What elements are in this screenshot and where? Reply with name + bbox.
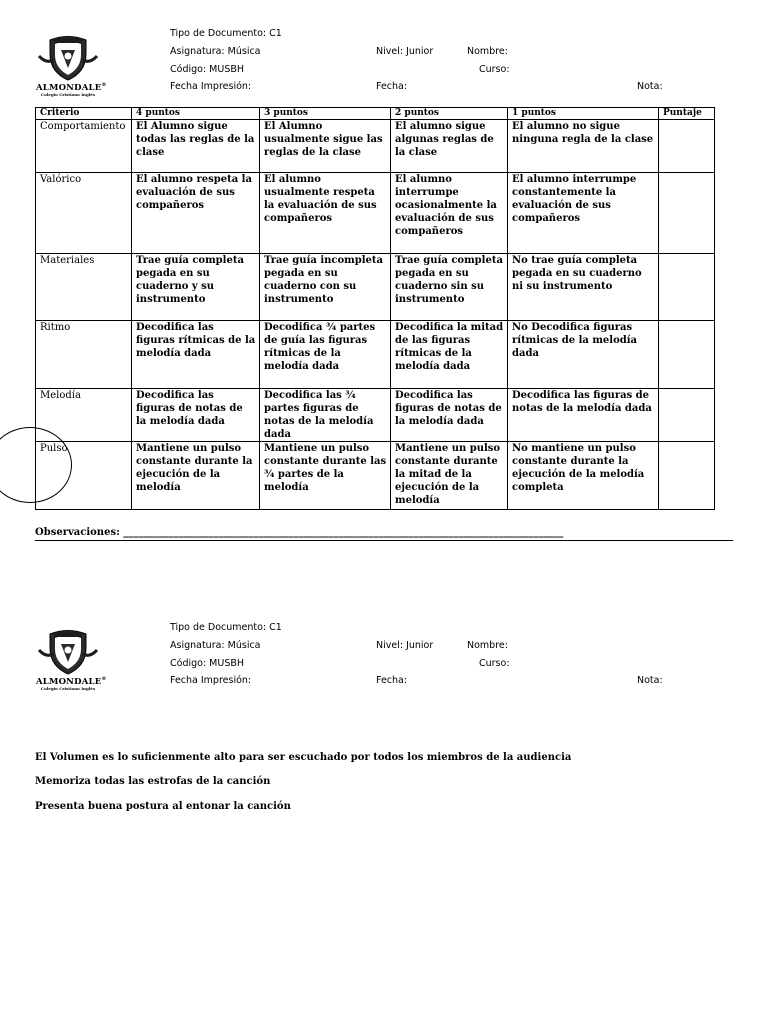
table-row [36, 321, 715, 389]
score-cell[interactable] [659, 173, 715, 254]
criterion-cell: Comportamiento [36, 120, 132, 173]
table-cell: No mantiene un pulso constante durante la ejecución de la melodía completa [508, 442, 659, 510]
table-row [36, 442, 715, 510]
table-cell: El alumno sigue algunas reglas de la clase [391, 120, 508, 173]
course-field: Curso: [479, 658, 510, 669]
table-cell: Mantiene un pulso constante durante las ¾ partes de la melodía [260, 442, 391, 510]
table-cell: Mantiene un pulso constante durante la ejecución de la melodía [132, 442, 260, 510]
code: Código: MUSBH [170, 658, 245, 669]
table-cell: Decodifica la mitad de las figuras rítmicas de la melodía dada [391, 321, 508, 389]
school-name: ALMONDALE® [36, 82, 107, 93]
document-header-2 [0, 618, 768, 698]
table-cell: Mantiene un pulso constante durante la mitad de la ejecución de la melodía [391, 442, 508, 510]
header-puntaje: Puntaje [659, 108, 715, 120]
grade-field: Nota: [637, 81, 663, 92]
school-logo [36, 34, 107, 108]
crest-icon [36, 628, 100, 678]
criterion-volume: El Volumen es lo suficienmente alto para ser escuchado por todos los miembros de la audiencia [35, 752, 572, 763]
score-cell[interactable] [659, 442, 715, 510]
header-3-puntos: 3 puntos [260, 108, 391, 120]
table-row [36, 120, 715, 173]
print-date: Fecha Impresión: [170, 675, 252, 686]
document-header [0, 24, 768, 104]
grade-field: Nota: [637, 675, 663, 686]
table-cell: El Alumno usualmente sigue las reglas de la clase [260, 120, 391, 173]
table-row [36, 254, 715, 321]
course-field: Curso: [479, 64, 510, 75]
table-cell: Trae guía completa pegada en su cuaderno sin su instrumento [391, 254, 508, 321]
school-name: ALMONDALE® [36, 676, 107, 687]
date-field: Fecha: [376, 81, 408, 92]
table-cell: Decodifica las ¾ partes figuras de notas de la melodía dada [260, 389, 391, 442]
table-row [36, 173, 715, 254]
criterion-cell: Materiales [36, 254, 132, 321]
table-cell: El alumno respeta la evaluación de sus compañeros [132, 173, 260, 254]
criterion-cell: Melodía [36, 389, 132, 442]
criterion-cell: Valórico [36, 173, 132, 254]
subject: Asignatura: Música [170, 46, 261, 57]
header-4-puntos: 4 puntos [132, 108, 260, 120]
table-cell: No trae guía completa pegada en su cuaderno ni su instrumento [508, 254, 659, 321]
criterion-cell: Pulso [36, 442, 132, 510]
date-field: Fecha: [376, 675, 408, 686]
observations-line [35, 540, 733, 541]
table-cell: El alumno no sigue ninguna regla de la clase [508, 120, 659, 173]
table-cell: Decodifica las figuras de notas de la melodía dada [391, 389, 508, 442]
score-cell[interactable] [659, 120, 715, 173]
table-cell: El alumno interrumpe constantemente la evaluación de sus compañeros [508, 173, 659, 254]
score-cell[interactable] [659, 254, 715, 321]
table-cell: Trae guía incompleta pegada en su cuaderno con su instrumento [260, 254, 391, 321]
doc-type: Tipo de Documento: C1 [170, 622, 282, 633]
doc-type: Tipo de Documento: C1 [170, 28, 282, 39]
score-cell[interactable] [659, 389, 715, 442]
header-criterio: Criterio [36, 108, 132, 120]
subject: Asignatura: Música [170, 640, 261, 651]
header-1-puntos: 1 puntos [508, 108, 659, 120]
table-cell: Trae guía completa pegada en su cuaderno y su instrumento [132, 254, 260, 321]
level: Nivel: Junior [376, 640, 434, 651]
name-field: Nombre: [467, 640, 508, 651]
observations-label: Observaciones: ________________________________________________________________________________________ [35, 527, 564, 538]
level: Nivel: Junior [376, 46, 434, 57]
print-date: Fecha Impresión: [170, 81, 252, 92]
rubric-table [35, 107, 715, 510]
table-cell: Decodifica las figuras de notas de la melodía dada [132, 389, 260, 442]
code: Código: MUSBH [170, 64, 245, 75]
criterion-memorize: Memoriza todas las estrofas de la canción [35, 776, 271, 787]
school-logo [36, 628, 107, 702]
table-cell: El Alumno sigue todas las reglas de la clase [132, 120, 260, 173]
score-cell[interactable] [659, 321, 715, 389]
header-2-puntos: 2 puntos [391, 108, 508, 120]
table-cell: Decodifica las figuras de notas de la melodía dada [508, 389, 659, 442]
table-cell: No Decodifica figuras rítmicas de la melodía dada [508, 321, 659, 389]
school-subtitle: Colegio Cristiano Inglés [40, 92, 96, 97]
table-cell: Decodifica ¾ partes de guía las figuras rítmicas de la melodía dada [260, 321, 391, 389]
table-cell: Decodifica las figuras rítmicas de la melodía dada [132, 321, 260, 389]
criterion-posture: Presenta buena postura al entonar la canción [35, 801, 291, 812]
criterion-cell: Ritmo [36, 321, 132, 389]
table-cell: El alumno usualmente respeta la evaluación de sus compañeros [260, 173, 391, 254]
crest-icon [36, 34, 100, 84]
observations [35, 527, 735, 538]
table-row [36, 389, 715, 442]
name-field: Nombre: [467, 46, 508, 57]
school-subtitle: Colegio Cristiano Inglés [40, 686, 96, 691]
table-header-row [36, 108, 715, 120]
table-cell: El alumno interrumpe ocasionalmente la evaluación de sus compañeros [391, 173, 508, 254]
